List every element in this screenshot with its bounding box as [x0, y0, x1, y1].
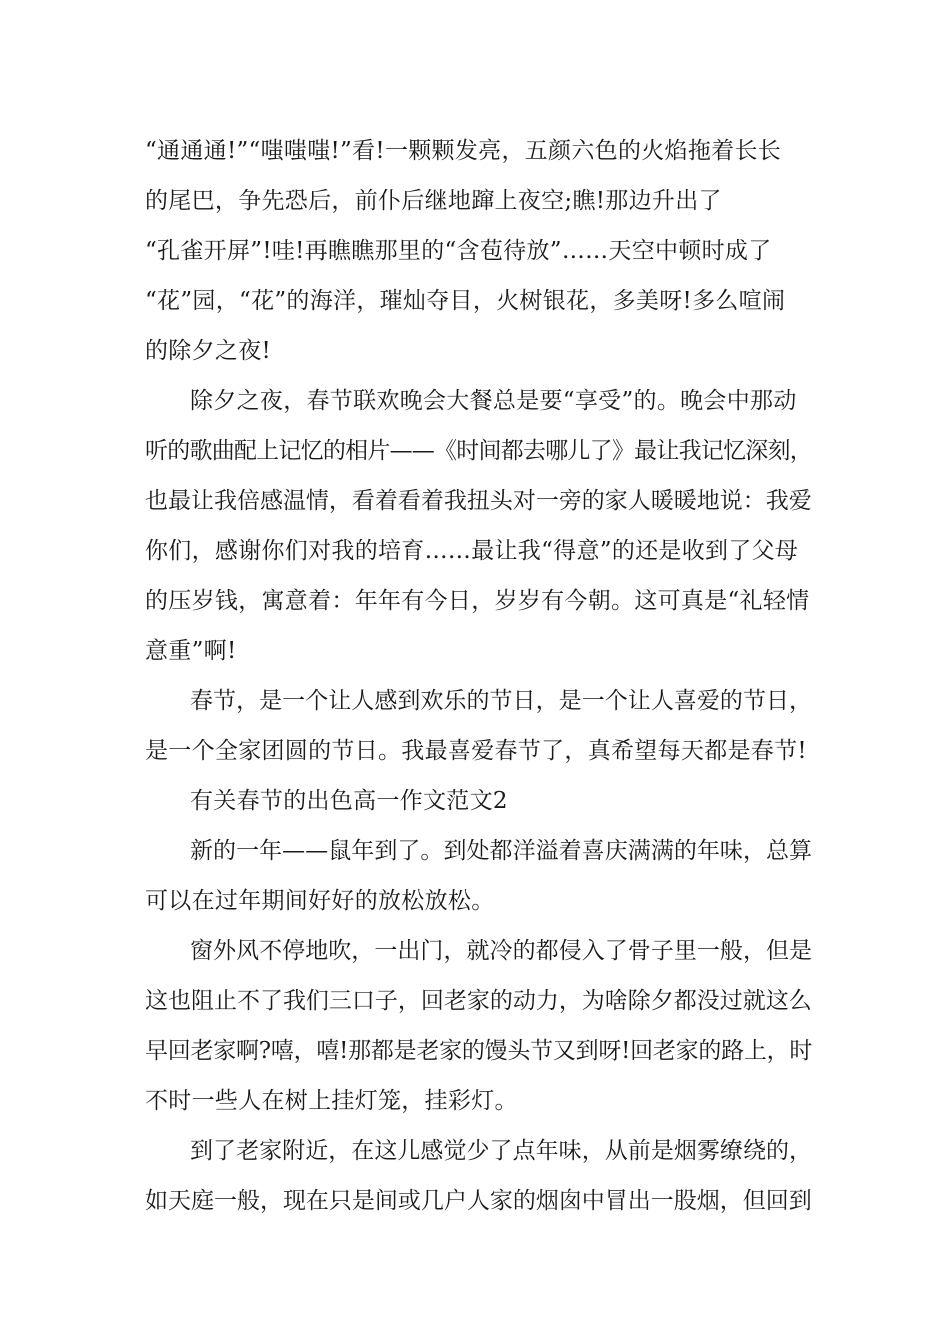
- text-line: 可以在过年期间好好的放松放松。: [145, 888, 495, 914]
- text-line: 窗外风不停地吹，一出门，就冷的都侵入了骨子里一般，但是: [190, 938, 813, 964]
- text-line: 的除夕之夜!: [145, 338, 272, 364]
- text-line: “通通通!”“嗤嗤嗤!”看!一颗颗发亮，五颜六色的火焰拖着长长: [145, 138, 782, 164]
- text-line: 不时一些人在树上挂灯笼，挂彩灯。: [145, 1088, 518, 1114]
- text-line: 意重”啊!: [145, 638, 237, 664]
- text-line: 这也阻止不了我们三口子，回老家的动力，为啥除夕都没过就这么: [145, 988, 812, 1014]
- text-line: 到了老家附近，在这儿感觉少了点年味，从前是烟雾缭绕的，: [190, 1138, 813, 1164]
- text-line: 的尾巴，争先恐后，前仆后继地蹿上夜空;瞧!那边升出了: [145, 188, 722, 214]
- text-line: 你们，感谢你们对我的培育……最让我“得意”的还是收到了父母: [145, 538, 799, 564]
- text-line: 是一个全家团圆的节日。我最喜爱春节了，真希望每天都是春节!: [145, 738, 807, 764]
- text-line: 的压岁钱，寓意着：年年有今日，岁岁有今朝。这可真是“礼轻情: [145, 588, 810, 614]
- text-line: “孔雀开屏”!哇!再瞧瞧那里的“含苞待放”……天空中顿时成了: [145, 238, 772, 264]
- text-line: 新的一年——鼠年到了。到处都洋溢着喜庆满满的年味，总算: [190, 838, 813, 864]
- text-line: “花”园，“花”的海洋，璀灿夺目，火树银花，多美呀!多么喧闹: [145, 288, 786, 314]
- text-line: 早回老家啊?嘻，嘻!那都是老家的馒头节又到呀!回老家的路上，时: [145, 1038, 813, 1064]
- section-heading: 有关春节的出色高一作文范文2: [190, 788, 508, 814]
- text-line: 除夕之夜，春节联欢晚会大餐总是要“享受”的。晚会中那动: [190, 388, 797, 414]
- text-line: 如天庭一般，现在只是间或几户人家的烟囱中冒出一股烟，但回到: [145, 1188, 812, 1214]
- text-line: 也最让我倍感温情，看着看着我扭头对一旁的家人暖暖地说：我爱: [145, 488, 812, 514]
- text-line: 春节，是一个让人感到欢乐的节日，是一个让人喜爱的节日，: [190, 688, 813, 714]
- text-line: 听的歌曲配上记忆的相片——《时间都去哪儿了》最让我记忆深刻，: [145, 438, 813, 464]
